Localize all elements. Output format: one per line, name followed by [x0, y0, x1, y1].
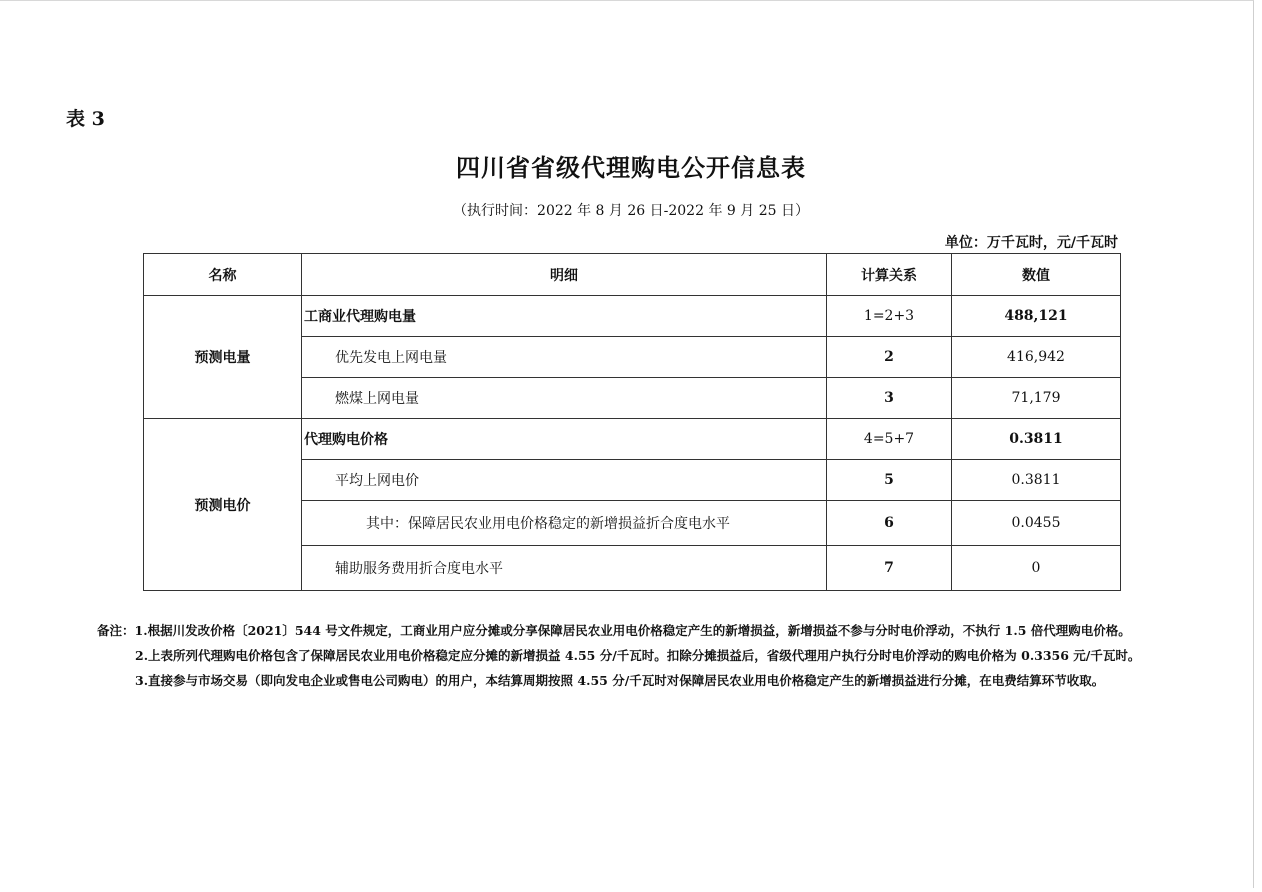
table-label: 表 3: [66, 108, 105, 130]
row-detail: 辅助服务费用折合度电水平: [302, 546, 827, 591]
row-calc: 6: [827, 501, 952, 546]
row-value: 0.0455: [952, 501, 1121, 546]
table-row: [144, 419, 1121, 460]
row-calc: 1=2+3: [827, 296, 952, 337]
unit-label: 单位：万千瓦时，元/千瓦时: [944, 235, 1118, 251]
execution-period: （执行时间：2022 年 8 月 26 日-2022 年 9 月 25 日）: [453, 203, 809, 219]
note-text: 1.根据川发改价格〔2021〕544 号文件规定，工商业用户应分摊或分享保障居民农业用电价格稳定产生的新增损益，新增损益不参与分时电价浮动，不执行 1.5 倍代理购电价格。: [134, 623, 1131, 638]
row-detail: 优先发电上网电量: [302, 337, 827, 378]
row-detail: 其中：保障居民农业用电价格稳定的新增损益折合度电水平: [302, 501, 827, 546]
header-row: [144, 254, 1121, 296]
row-calc: 3: [827, 378, 952, 419]
header-calc: 计算关系: [827, 254, 952, 296]
row-calc: 7: [827, 546, 952, 591]
row-detail: 代理购电价格: [302, 419, 827, 460]
note-text: 2.上表所列代理购电价格包含了保障居民农业用电价格稳定应分摊的新增损益 4.55 分/千瓦时。扣除分摊损益后，省级代理用户执行分时电价浮动的购电价格为 0.3356 元/千瓦时。: [135, 648, 1141, 663]
note-text: 3.直接参与市场交易（即向发电企业或售电公司购电）的用户，本结算周期按照 4.55 分/千瓦时对保障居民农业用电价格稳定产生的新增损益进行分摊，在电费结算环节收取。: [135, 673, 1105, 688]
row-value: 0: [952, 546, 1121, 591]
note-item: [97, 643, 1247, 668]
row-value: 0.3811: [952, 460, 1121, 501]
row-detail: 平均上网电价: [302, 460, 827, 501]
row-calc: 5: [827, 460, 952, 501]
row-value: 416,942: [952, 337, 1121, 378]
header-value: 数值: [952, 254, 1121, 296]
table-row: [144, 296, 1121, 337]
group-name-price: 预测电价: [144, 419, 302, 591]
notes-label: 备注：: [97, 623, 135, 638]
note-item: [97, 618, 1247, 643]
note-item: [97, 668, 1247, 693]
header-detail: 明细: [302, 254, 827, 296]
row-value: 71,179: [952, 378, 1121, 419]
document-title: 四川省省级代理购电公开信息表: [456, 153, 806, 182]
row-calc: 2: [827, 337, 952, 378]
group-name-energy: 预测电量: [144, 296, 302, 419]
row-calc: 4=5+7: [827, 419, 952, 460]
row-detail: 燃煤上网电量: [302, 378, 827, 419]
header-name: 名称: [144, 254, 302, 296]
row-value: 488,121: [952, 296, 1121, 337]
notes-section: [97, 618, 1247, 693]
procurement-info-table: [143, 253, 1121, 591]
row-value: 0.3811: [952, 419, 1121, 460]
row-detail: 工商业代理购电量: [302, 296, 827, 337]
